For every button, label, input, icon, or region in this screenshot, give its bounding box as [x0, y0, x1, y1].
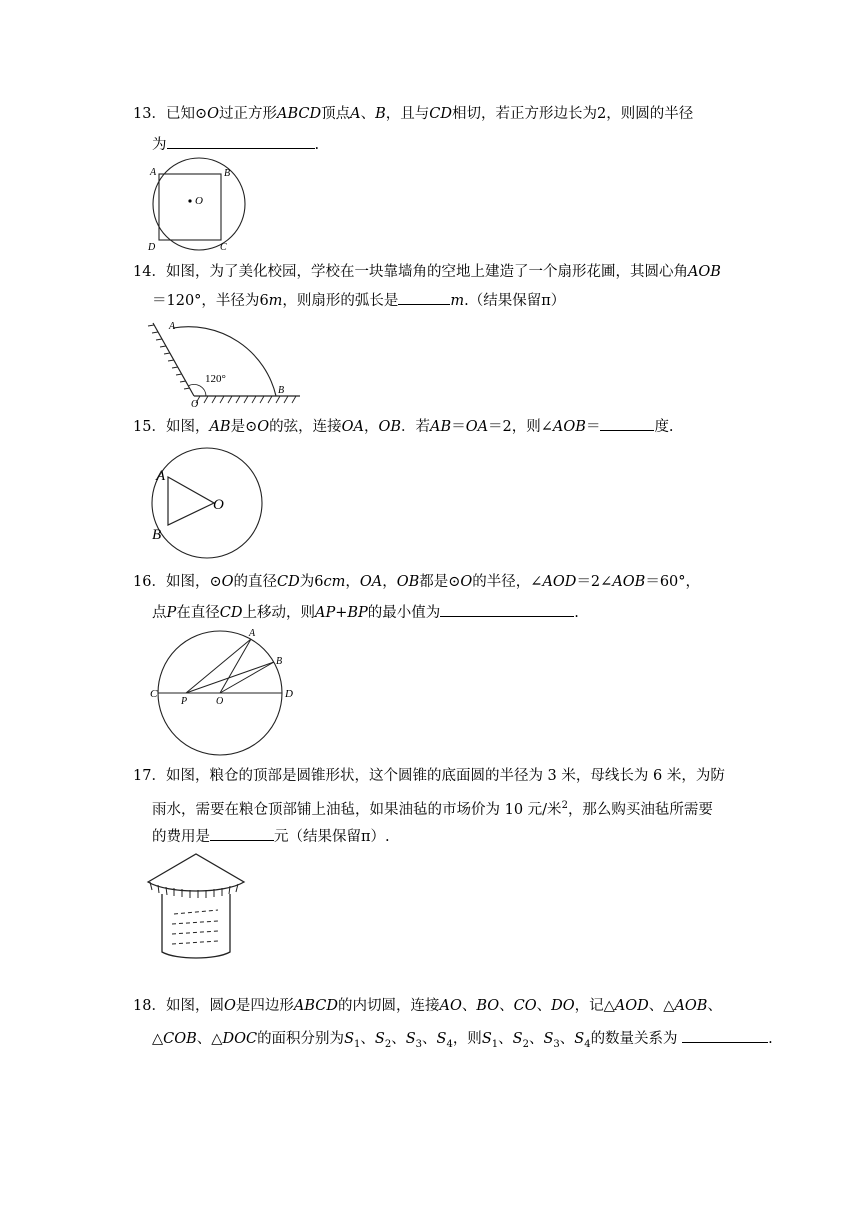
q17-cone-roof	[148, 854, 244, 891]
q15-label-B: B	[152, 527, 162, 543]
q13-label-D: D	[148, 242, 156, 253]
q14-label-A: A	[169, 321, 176, 332]
q16-line1: 16．如图，⊙O的直径CD为6cm，OA，OB都是⊙O的半径，∠AOD＝2∠AOB＝60°，	[133, 574, 701, 590]
q13-label-B: B	[224, 168, 231, 179]
q16-number: 16．	[133, 574, 166, 590]
q14-line1: 14．如图，为了美化校园，学校在一块靠墙角的空地上建造了一个扇形花圃，其圆心角AOB	[133, 264, 721, 280]
q16-answer-blank[interactable]	[440, 602, 574, 617]
q18-answer-blank[interactable]	[682, 1028, 768, 1043]
q16-segment-PB	[186, 662, 274, 693]
q16-label-C: C	[150, 688, 158, 700]
q16-figure	[140, 624, 305, 754]
q13-label-O: O	[195, 195, 203, 207]
q14-figure	[148, 318, 308, 408]
q15-answer-blank[interactable]	[600, 416, 654, 431]
q14-wall	[153, 323, 194, 396]
q16-line2: 点P在直径CD上移动，则AP+BP的最小值为 .	[152, 602, 579, 623]
q15-figure	[150, 446, 270, 558]
q15-line1: 15．如图，AB是⊙O的弦，连接OA，OB．若AB＝OA＝2，则∠AOB＝ 度.	[133, 416, 674, 437]
q14-wall-hatch	[148, 325, 190, 389]
q17-silo-body	[162, 894, 230, 958]
q17-line1: 17．如图，粮仓的顶部是圆锥形状，这个圆锥的底面圆的半径为 3 米，母线长为 6 米，为防	[133, 768, 725, 784]
q17-number: 17．	[133, 768, 166, 784]
q14-answer-blank[interactable]	[398, 290, 450, 305]
q16-label-A: A	[249, 628, 256, 639]
q16-segment-PA	[186, 639, 251, 693]
q15-number: 15．	[133, 419, 166, 435]
q17-silo-grain-lines	[172, 910, 218, 944]
q13-figure	[140, 160, 250, 255]
q17-answer-blank[interactable]	[210, 826, 274, 841]
q16-label-O: O	[216, 696, 224, 707]
q13-answer-blank[interactable]	[167, 134, 315, 149]
q17-roof-ribs	[150, 882, 238, 898]
q14-angle-label: 120°	[205, 373, 226, 385]
q13-label-C: C	[220, 242, 227, 253]
q16-label-D: D	[285, 688, 293, 700]
q13-line1: 13．已知⊙O过正方形ABCD顶点A、B，且与CD相切，若正方形边长为2，则圆的半径	[133, 106, 694, 122]
q17-line2: 雨水，需要在粮仓顶部铺上油毡，如果油毡的市场价为 10 元/米$^2$，那么购买油毡所需要	[152, 800, 713, 818]
q15-label-A: A	[156, 468, 166, 484]
q16-label-B: B	[276, 656, 283, 667]
q17-line3: 的费用是 元（结果保留π）.	[152, 826, 390, 847]
q15-triangle	[168, 477, 214, 525]
q13-line2: 为 .	[152, 134, 319, 155]
q18-line2: △COB、△DOC的面积分别为$S_1$、$S_2$、$S_3$、$S_4$，则$S_1$、$S_2$、$S_3$、$S_4$的数量关系为 .	[152, 1028, 773, 1055]
q18-number: 18．	[133, 998, 166, 1014]
q16-label-P: P	[181, 696, 188, 707]
q14-label-O: O	[191, 399, 199, 410]
q16-radius-OA	[220, 639, 251, 693]
q13-number: 13．	[133, 106, 166, 122]
q13-label-A: A	[150, 167, 157, 178]
q17-figure	[146, 852, 250, 962]
q14-ground-hatch	[196, 396, 296, 403]
q13-square	[159, 174, 221, 240]
q16-radius-OB	[220, 662, 274, 693]
q18-line1: 18．如图，圆O是四边形ABCD的内切圆，连接AO、BO、CO、DO，记△AOD、△AOB、	[133, 998, 722, 1014]
q15-label-O: O	[213, 497, 224, 513]
q14-label-B: B	[278, 385, 285, 396]
q14-line2: ＝120°，半径为6m，则扇形的弧长是 m.（结果保留π）	[152, 290, 565, 311]
q14-number: 14．	[133, 264, 166, 280]
q13-center-dot	[188, 199, 191, 202]
